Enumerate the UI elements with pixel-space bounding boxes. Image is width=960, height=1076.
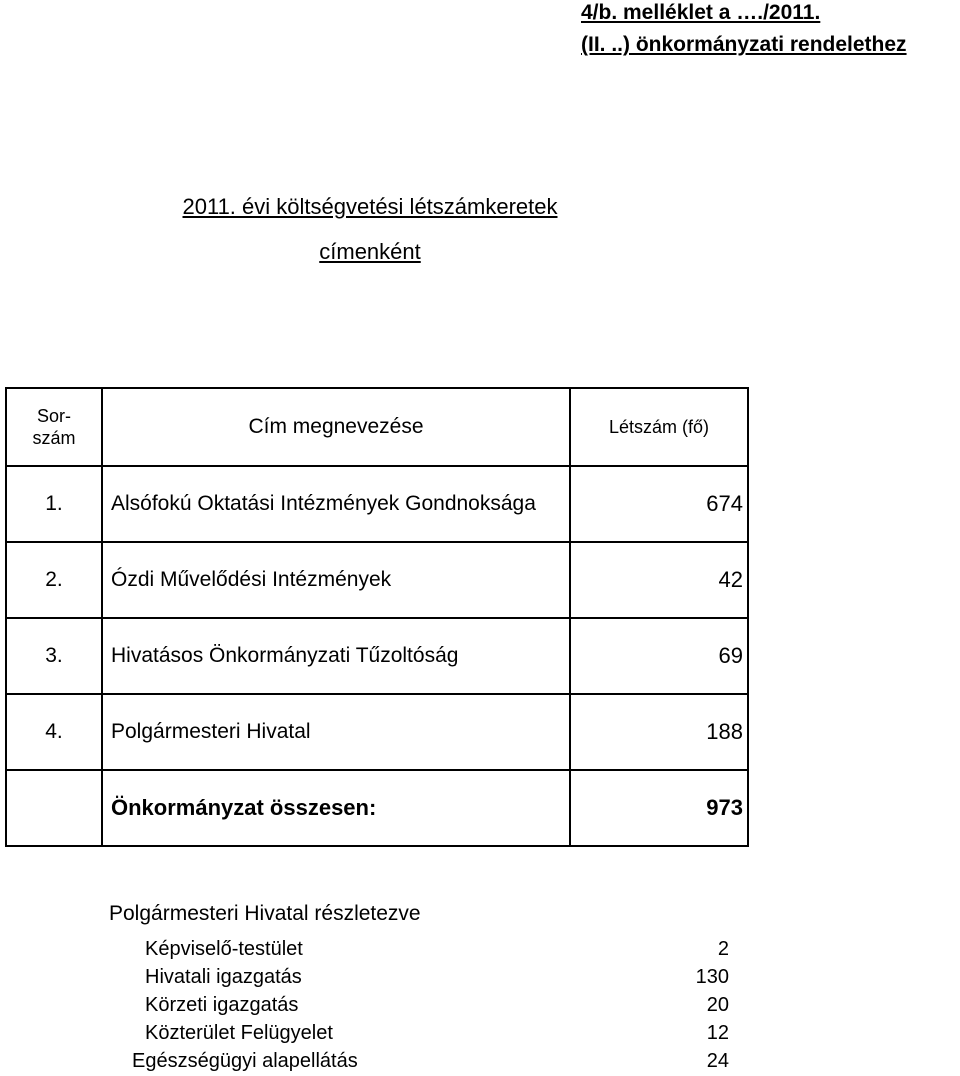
header-number-line1: Sor- bbox=[36, 406, 71, 426]
annex-reference-line2: (II. ..) önkormányzati rendelethez bbox=[581, 33, 907, 56]
detail-item-label: Egészségügyi alapellátás bbox=[132, 1050, 358, 1072]
row-count: 188 bbox=[570, 694, 748, 770]
total-count: 973 bbox=[570, 770, 748, 846]
detail-section-title: Polgármesteri Hivatal részletezve bbox=[109, 902, 421, 925]
header-headcount: Létszám (fő) bbox=[570, 388, 748, 466]
row-name: Alsófokú Oktatási Intézmények Gondnoksága bbox=[102, 466, 570, 542]
row-count: 69 bbox=[570, 618, 748, 694]
detail-item-count: 12 bbox=[706, 1022, 729, 1044]
detail-item-label: Közterület Felügyelet bbox=[145, 1022, 333, 1044]
document-subtitle: címenként bbox=[319, 239, 421, 264]
table-header-row bbox=[6, 388, 748, 466]
detail-item-count: 2 bbox=[717, 938, 729, 960]
total-number-empty bbox=[6, 770, 102, 846]
detail-item-label: Képviselő-testület bbox=[145, 938, 303, 960]
total-label: Önkormányzat összesen: bbox=[102, 770, 570, 846]
row-number: 2. bbox=[6, 542, 102, 618]
detail-item-label: Körzeti igazgatás bbox=[145, 994, 299, 1016]
row-name: Ózdi Művelődési Intézmények bbox=[102, 542, 570, 618]
row-number: 4. bbox=[6, 694, 102, 770]
document-title: 2011. évi költségvetési létszámkeretek bbox=[182, 194, 558, 219]
header-number bbox=[6, 388, 102, 466]
row-number: 3. bbox=[6, 618, 102, 694]
headcount-table bbox=[5, 387, 749, 847]
detail-item-label: Hivatali igazgatás bbox=[145, 966, 302, 988]
row-name: Polgármesteri Hivatal bbox=[102, 694, 570, 770]
table-row bbox=[6, 618, 748, 694]
table-row bbox=[6, 694, 748, 770]
header-number-line2: szám bbox=[32, 428, 76, 448]
table-total-row bbox=[6, 770, 748, 846]
row-name: Hivatásos Önkormányzati Tűzoltóság bbox=[102, 618, 570, 694]
row-count: 42 bbox=[570, 542, 748, 618]
row-number: 1. bbox=[6, 466, 102, 542]
detail-item-count: 130 bbox=[695, 966, 729, 988]
header-name: Cím megnevezése bbox=[102, 388, 570, 466]
annex-reference-line1: 4/b. melléklet a …./2011. bbox=[581, 1, 821, 24]
detail-item-count: 24 bbox=[706, 1050, 729, 1072]
detail-item-count: 20 bbox=[706, 994, 729, 1016]
row-count: 674 bbox=[570, 466, 748, 542]
table-row bbox=[6, 542, 748, 618]
table-row bbox=[6, 466, 748, 542]
